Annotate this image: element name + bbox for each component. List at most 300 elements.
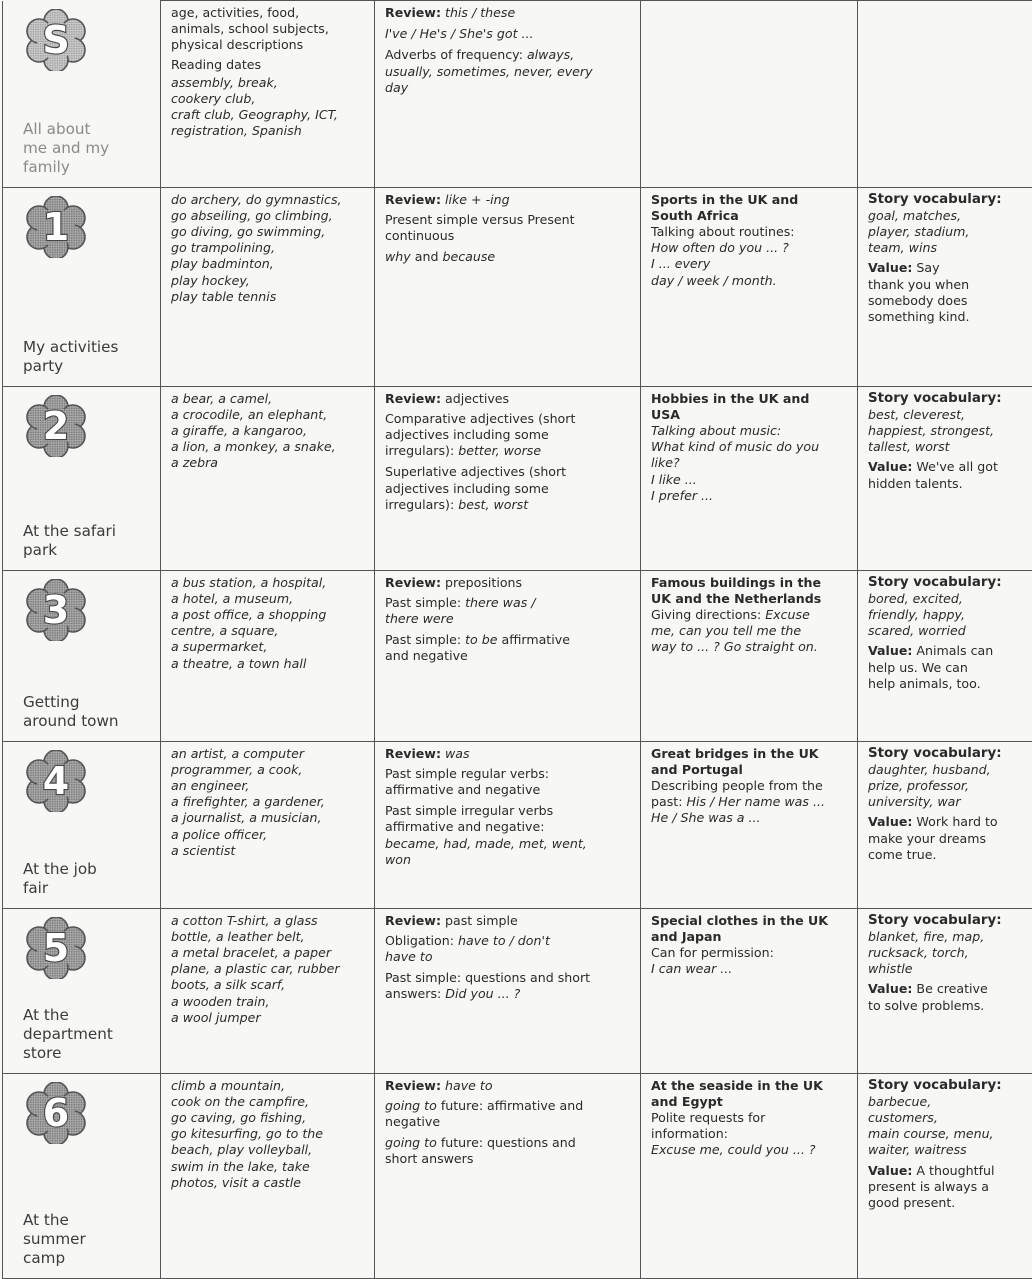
- culture-heading: UK and the Netherlands: [651, 591, 849, 607]
- grammar-segment: future: affirmative and: [437, 1098, 583, 1113]
- vocab-line: climb a mountain,: [171, 1078, 366, 1094]
- grammar-segment: have to: [385, 949, 433, 964]
- culture-heading: At the seaside in the UK: [651, 1078, 849, 1094]
- culture-line: Polite requests for: [651, 1110, 849, 1126]
- unit-row: [3, 1073, 1032, 1278]
- vocab-line: photos, visit a castle: [171, 1175, 366, 1191]
- unit-badge-icon: [25, 9, 87, 71]
- story-vocabulary-label: Story vocabulary:: [868, 746, 1028, 762]
- grammar-cell: [375, 386, 641, 570]
- vocab-line: Reading dates: [171, 57, 366, 73]
- culture-heading: Sports in the UK and: [651, 192, 849, 208]
- value-line: help us. We can: [868, 660, 1028, 676]
- culture-line: [651, 607, 849, 623]
- culture-line: Talking about music:: [651, 423, 849, 439]
- culture-line: me, can you tell me the: [651, 623, 849, 639]
- vocab-line: play table tennis: [171, 289, 366, 305]
- vocab-line: an engineer,: [171, 778, 366, 794]
- grammar-segment: best, worst: [458, 497, 528, 512]
- vocab-line: a firefighter, a gardener,: [171, 794, 366, 810]
- grammar-segment: affirmative: [497, 632, 569, 647]
- grammar-cell: [375, 1, 641, 188]
- vocab-line: programmer, a cook,: [171, 762, 366, 778]
- flower-badge-shape: [25, 196, 87, 258]
- grammar-line: [385, 26, 632, 42]
- unit-title-line: All about: [23, 120, 109, 139]
- grammar-line: [385, 970, 632, 986]
- grammar-line: [385, 766, 632, 782]
- vocab-line: age, activities, food,: [171, 5, 366, 21]
- story-vocabulary-label: Story vocabulary:: [868, 391, 1028, 407]
- grammar-line: [385, 228, 632, 244]
- review-text: was: [445, 746, 470, 761]
- vocabulary-cell: [161, 1, 375, 188]
- story-value: [868, 1163, 1028, 1212]
- review-line: [385, 192, 632, 208]
- vocab-line: beach, play volleyball,: [171, 1142, 366, 1158]
- grammar-line: [385, 648, 632, 664]
- culture-line: Can for permission:: [651, 945, 849, 961]
- grammar-segment: to be: [465, 632, 497, 647]
- unit-title-line: fair: [23, 879, 97, 898]
- unit-title: [23, 1211, 86, 1268]
- grammar-line: [385, 803, 632, 819]
- vocab-line: a wooden train,: [171, 994, 366, 1010]
- vocab-line: go abseiling, go climbing,: [171, 208, 366, 224]
- unit-row: [3, 741, 1032, 908]
- grammar-line: [385, 64, 632, 80]
- story-vocab-line: daughter, husband,: [868, 762, 1028, 778]
- value-label: Value:: [868, 814, 912, 829]
- vocab-line: a bear, a camel,: [171, 391, 366, 407]
- unit-title: [23, 693, 119, 731]
- story-vocab-line: bored, excited,: [868, 591, 1028, 607]
- vocabulary-cell: [161, 386, 375, 570]
- unit-title: [23, 860, 97, 898]
- grammar-segment: adjectives including some: [385, 427, 549, 442]
- review-text: prepositions: [445, 575, 522, 590]
- grammar-segment: negative: [385, 1114, 440, 1129]
- review-label: Review:: [385, 746, 441, 761]
- value-line: make your dreams: [868, 831, 1028, 847]
- unit-row: [3, 187, 1032, 386]
- vocab-line: a journalist, a musician,: [171, 810, 366, 826]
- culture-line: information:: [651, 1126, 849, 1142]
- unit-title-line: around town: [23, 712, 119, 731]
- value-line: hidden talents.: [868, 476, 1028, 492]
- culture-line: [651, 794, 849, 810]
- culture-heading: and Japan: [651, 929, 849, 945]
- culture-line: How often do you ... ?: [651, 240, 849, 256]
- unit-badge-icon: [25, 395, 87, 457]
- unit-row: [3, 386, 1032, 570]
- culture-heading: South Africa: [651, 208, 849, 224]
- flower-badge-shape: [25, 579, 87, 641]
- grammar-segment: better, worse: [458, 443, 541, 458]
- value-line: We've all got: [912, 459, 998, 474]
- grammar-segment: Comparative adjectives (short: [385, 411, 575, 426]
- value-label: Value:: [868, 643, 912, 658]
- culture-italic: His / Her name was ...: [686, 794, 825, 809]
- value-line: thank you when: [868, 277, 1028, 293]
- grammar-line: [385, 1135, 632, 1151]
- grammar-line: [385, 1098, 632, 1114]
- grammar-segment: Obligation:: [385, 933, 458, 948]
- grammar-segment: Present simple versus Present: [385, 212, 575, 227]
- review-text: like + -ing: [445, 192, 510, 207]
- grammar-line: [385, 497, 632, 513]
- review-text: have to: [445, 1078, 493, 1093]
- vocab-line: animals, school subjects,: [171, 21, 366, 37]
- value-label: Value:: [868, 260, 912, 275]
- grammar-cell: [375, 741, 641, 908]
- vocab-line: do archery, do gymnastics,: [171, 192, 366, 208]
- vocab-line: bottle, a leather belt,: [171, 929, 366, 945]
- grammar-segment: and negative: [385, 648, 468, 663]
- flower-badge-shape: [25, 1082, 87, 1144]
- culture-cell: [641, 1073, 858, 1278]
- vocabulary-cell: [161, 570, 375, 741]
- flower-badge-shape: [25, 9, 87, 71]
- culture-heading: Special clothes in the UK: [651, 913, 849, 929]
- story-vocab-line: best, cleverest,: [868, 407, 1028, 423]
- unit-title-line: At the job: [23, 860, 97, 879]
- culture-heading: Hobbies in the UK and: [651, 391, 849, 407]
- unit-badge-icon: [25, 1082, 87, 1144]
- culture-heading: USA: [651, 407, 849, 423]
- story-value: [868, 981, 1028, 1013]
- unit-badge-icon: [25, 196, 87, 258]
- vocab-line: boots, a silk scarf,: [171, 977, 366, 993]
- story-cell: [858, 386, 1032, 570]
- grammar-line: [385, 427, 632, 443]
- grammar-segment: Past simple regular verbs:: [385, 766, 549, 781]
- vocabulary-cell: [161, 908, 375, 1073]
- grammar-segment: because: [442, 249, 495, 264]
- value-line: Say: [912, 260, 939, 275]
- story-vocab-line: scared, worried: [868, 623, 1028, 639]
- review-line: [385, 575, 632, 591]
- story-cell: [858, 1073, 1032, 1278]
- grammar-segment: short answers: [385, 1151, 473, 1166]
- review-label: Review:: [385, 192, 441, 207]
- culture-heading: and Egypt: [651, 1094, 849, 1110]
- grammar-line: [385, 1114, 632, 1130]
- unit-cell: [3, 741, 161, 908]
- culture-line: like?: [651, 455, 849, 471]
- vocab-line: cook on the campfire,: [171, 1094, 366, 1110]
- unit-title-line: store: [23, 1044, 113, 1063]
- unit-title: [23, 1006, 113, 1063]
- grammar-segment: Did you ... ?: [445, 986, 520, 1001]
- culture-line: I can wear ...: [651, 961, 849, 977]
- vocab-line: assembly, break,: [171, 75, 366, 91]
- vocab-line: a police officer,: [171, 827, 366, 843]
- story-vocab-line: blanket, fire, map,: [868, 929, 1028, 945]
- review-label: Review:: [385, 5, 441, 20]
- vocab-line: swim in the lake, take: [171, 1159, 366, 1175]
- vocab-line: a supermarket,: [171, 639, 366, 655]
- vocab-line: a scientist: [171, 843, 366, 859]
- grammar-segment: day: [385, 80, 408, 95]
- unit-title: [23, 338, 118, 376]
- story-vocabulary-label: Story vocabulary:: [868, 913, 1028, 929]
- unit-title-line: summer: [23, 1230, 86, 1249]
- review-line: [385, 391, 632, 407]
- grammar-line: [385, 443, 632, 459]
- unit-number: S: [42, 18, 69, 62]
- unit-title-line: My activities: [23, 338, 118, 357]
- grammar-line: [385, 1151, 632, 1167]
- grammar-line: [385, 212, 632, 228]
- unit-title-line: At the: [23, 1006, 113, 1025]
- review-line: [385, 1078, 632, 1094]
- value-line: come true.: [868, 847, 1028, 863]
- unit-row: [3, 570, 1032, 741]
- value-line: Animals can: [912, 643, 993, 658]
- grammar-segment: Adverbs of frequency:: [385, 47, 527, 62]
- vocab-line: play hockey,: [171, 273, 366, 289]
- unit-cell: [3, 1073, 161, 1278]
- culture-line: I like ...: [651, 472, 849, 488]
- grammar-segment: Past simple: questions and short: [385, 970, 590, 985]
- grammar-line: [385, 481, 632, 497]
- story-vocab-line: player, stadium,: [868, 224, 1028, 240]
- grammar-line: [385, 249, 632, 265]
- grammar-segment: there was /: [465, 595, 535, 610]
- value-line: good present.: [868, 1195, 1028, 1211]
- story-value: [868, 814, 1028, 863]
- grammar-line: [385, 632, 632, 648]
- value-label: Value:: [868, 459, 912, 474]
- grammar-segment: going to: [385, 1098, 437, 1113]
- unit-title-line: At the safari: [23, 522, 116, 541]
- grammar-line: [385, 47, 632, 63]
- flower-badge-shape: [25, 750, 87, 812]
- story-vocab-line: goal, matches,: [868, 208, 1028, 224]
- culture-cell: [641, 741, 858, 908]
- story-vocab-line: happiest, strongest,: [868, 423, 1028, 439]
- culture-line: He / She was a ...: [651, 810, 849, 826]
- grammar-segment: going to: [385, 1135, 437, 1150]
- unit-badge-icon: [25, 750, 87, 812]
- story-value: [868, 643, 1028, 692]
- review-text: this / these: [445, 5, 515, 20]
- grammar-segment: Past simple:: [385, 632, 465, 647]
- story-vocabulary-label: Story vocabulary:: [868, 1078, 1028, 1094]
- vocab-line: a metal bracelet, a paper: [171, 945, 366, 961]
- culture-line: day / week / month.: [651, 273, 849, 289]
- culture-line: Describing people from the: [651, 778, 849, 794]
- story-cell: [858, 187, 1032, 386]
- grammar-line: [385, 949, 632, 965]
- unit-cell: [3, 570, 161, 741]
- review-line: [385, 746, 632, 762]
- value-line: help animals, too.: [868, 676, 1028, 692]
- grammar-segment: adjectives including some: [385, 481, 549, 496]
- grammar-segment: affirmative and negative:: [385, 819, 545, 834]
- grammar-cell: [375, 570, 641, 741]
- value-line: present is always a: [868, 1179, 1028, 1195]
- story-vocab-line: friendly, happy,: [868, 607, 1028, 623]
- value-line: to solve problems.: [868, 998, 1028, 1014]
- culture-cell: [641, 570, 858, 741]
- unit-title-line: Getting: [23, 693, 119, 712]
- grammar-segment: usually, sometimes, never, every: [385, 64, 593, 79]
- review-line: [385, 913, 632, 929]
- unit-row: [3, 1, 1032, 188]
- grammar-line: [385, 595, 632, 611]
- vocabulary-cell: [161, 187, 375, 386]
- story-vocabulary-label: Story vocabulary:: [868, 192, 1028, 208]
- culture-line: What kind of music do you: [651, 439, 849, 455]
- story-vocab-line: main course, menu,: [868, 1126, 1028, 1142]
- story-vocab-line: team, wins: [868, 240, 1028, 256]
- grammar-segment: and: [411, 249, 443, 264]
- unit-cell: [3, 386, 161, 570]
- story-value: [868, 260, 1028, 325]
- grammar-line: [385, 933, 632, 949]
- story-cell: [858, 908, 1032, 1073]
- review-text: adjectives: [445, 391, 509, 406]
- value-line: A thoughtful: [912, 1163, 994, 1178]
- grammar-segment: affirmative and negative: [385, 782, 540, 797]
- grammar-segment: I've / He's / She's got ...: [385, 26, 534, 41]
- story-cell: [858, 741, 1032, 908]
- vocab-line: a theatre, a town hall: [171, 656, 366, 672]
- grammar-segment: Superlative adjectives (short: [385, 464, 566, 479]
- culture-plain: Giving directions:: [651, 607, 765, 622]
- culture-cell: [641, 187, 858, 386]
- culture-line: way to ... ? Go straight on.: [651, 639, 849, 655]
- culture-heading: and Portugal: [651, 762, 849, 778]
- unit-cell: [3, 187, 161, 386]
- unit-badge-icon: [25, 917, 87, 979]
- grammar-segment: have to / don't: [458, 933, 550, 948]
- vocab-line: physical descriptions: [171, 37, 366, 53]
- unit-cell: [3, 1, 161, 188]
- grammar-segment: became, had, made, met, went,: [385, 836, 587, 851]
- vocab-line: a bus station, a hospital,: [171, 575, 366, 591]
- vocab-line: cookery club,: [171, 91, 366, 107]
- unit-badge-icon: [25, 579, 87, 641]
- grammar-segment: why: [385, 249, 411, 264]
- culture-line: Talking about routines:: [651, 224, 849, 240]
- unit-number: 2: [43, 404, 69, 448]
- unit-title: [23, 120, 109, 177]
- culture-cell: [641, 1, 858, 188]
- grammar-line: [385, 782, 632, 798]
- grammar-line: [385, 986, 632, 1002]
- grammar-segment: future: questions and: [437, 1135, 576, 1150]
- vocab-line: go trampolining,: [171, 240, 366, 256]
- story-vocab-line: waiter, waitress: [868, 1142, 1028, 1158]
- vocab-line: centre, a square,: [171, 623, 366, 639]
- unit-title-line: department: [23, 1025, 113, 1044]
- vocab-line: a crocodile, an elephant,: [171, 407, 366, 423]
- vocab-line: craft club, Geography, ICT,: [171, 107, 366, 123]
- story-cell: [858, 570, 1032, 741]
- culture-italic: Excuse: [765, 607, 810, 622]
- grammar-segment: Past simple irregular verbs: [385, 803, 553, 818]
- value-line: somebody does: [868, 293, 1028, 309]
- vocab-line: an artist, a computer: [171, 746, 366, 762]
- grammar-segment: continuous: [385, 228, 454, 243]
- vocab-line: go kitesurfing, go to the: [171, 1126, 366, 1142]
- story-vocab-line: barbecue,: [868, 1094, 1028, 1110]
- story-vocab-line: rucksack, torch,: [868, 945, 1028, 961]
- culture-cell: [641, 386, 858, 570]
- vocab-line: go diving, go swimming,: [171, 224, 366, 240]
- syllabus-rows: [3, 1, 1032, 1279]
- grammar-line: [385, 464, 632, 480]
- story-vocabulary-label: Story vocabulary:: [868, 575, 1028, 591]
- value-label: Value:: [868, 1163, 912, 1178]
- grammar-cell: [375, 908, 641, 1073]
- flower-badge-shape: [25, 395, 87, 457]
- review-label: Review:: [385, 575, 441, 590]
- story-vocab-line: customers,: [868, 1110, 1028, 1126]
- culture-heading: Great bridges in the UK: [651, 746, 849, 762]
- vocab-line: go caving, go fishing,: [171, 1110, 366, 1126]
- grammar-cell: [375, 1073, 641, 1278]
- unit-number: 6: [43, 1091, 69, 1135]
- unit-cell: [3, 908, 161, 1073]
- culture-plain: past:: [651, 794, 686, 809]
- grammar-cell: [375, 187, 641, 386]
- grammar-segment: Past simple:: [385, 595, 465, 610]
- unit-title: [23, 522, 116, 560]
- vocab-line: plane, a plastic car, rubber: [171, 961, 366, 977]
- value-line: something kind.: [868, 309, 1028, 325]
- vocab-line: a wool jumper: [171, 1010, 366, 1026]
- culture-line: I ... every: [651, 256, 849, 272]
- value-line: Be creative: [912, 981, 987, 996]
- grammar-segment: there were: [385, 611, 454, 626]
- value-label: Value:: [868, 981, 912, 996]
- flower-badge-shape: [25, 917, 87, 979]
- unit-number: 4: [43, 759, 69, 803]
- grammar-segment: irregulars):: [385, 497, 458, 512]
- vocab-line: registration, Spanish: [171, 123, 366, 139]
- review-label: Review:: [385, 1078, 441, 1093]
- grammar-segment: won: [385, 852, 411, 867]
- story-value: [868, 459, 1028, 491]
- unit-row: [3, 908, 1032, 1073]
- grammar-line: [385, 80, 632, 96]
- value-line: Work hard to: [912, 814, 997, 829]
- unit-title-line: At the: [23, 1211, 86, 1230]
- vocabulary-cell: [161, 741, 375, 908]
- story-vocab-line: tallest, worst: [868, 439, 1028, 455]
- unit-number: 1: [43, 205, 69, 249]
- vocab-line: a hotel, a museum,: [171, 591, 366, 607]
- story-vocab-line: prize, professor,: [868, 778, 1028, 794]
- syllabus-table: [2, 0, 1032, 1279]
- unit-number: 5: [43, 926, 69, 970]
- culture-line: Excuse me, could you ... ?: [651, 1142, 849, 1158]
- review-line: [385, 5, 632, 21]
- unit-number: 3: [43, 588, 69, 632]
- grammar-line: [385, 836, 632, 852]
- grammar-line: [385, 819, 632, 835]
- culture-line: I prefer ...: [651, 488, 849, 504]
- story-vocab-line: whistle: [868, 961, 1028, 977]
- unit-title-line: camp: [23, 1249, 86, 1268]
- review-text: past simple: [445, 913, 518, 928]
- story-cell: [858, 1, 1032, 188]
- culture-heading: Famous buildings in the: [651, 575, 849, 591]
